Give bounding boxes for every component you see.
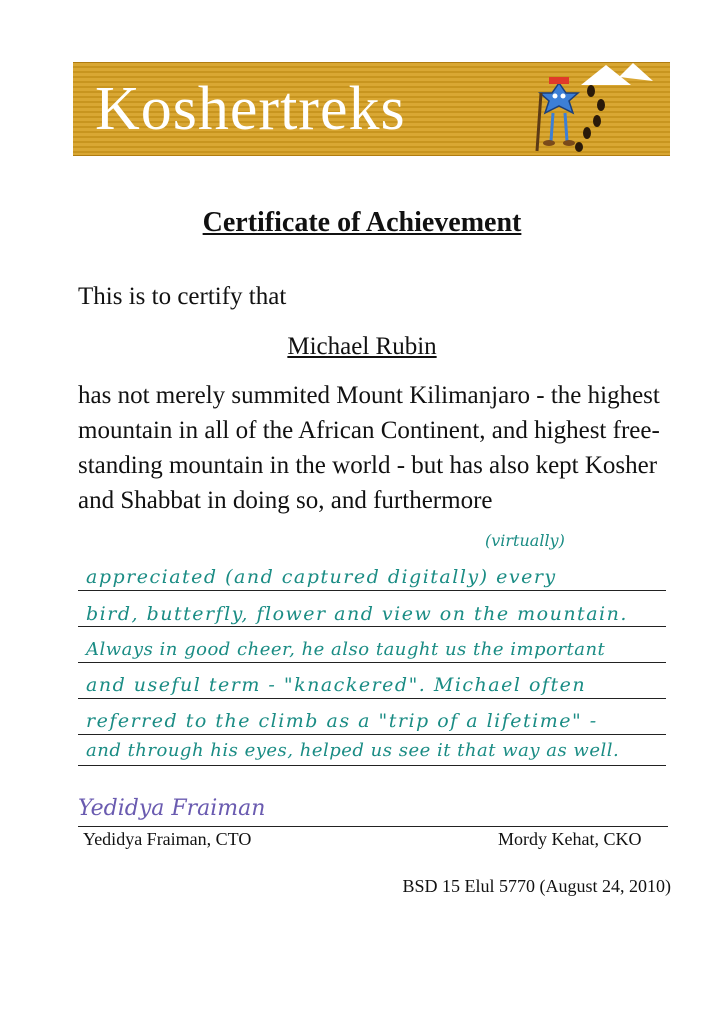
- handwritten-line: and through his eyes, helped us see it that way as well.: [86, 740, 620, 761]
- handwritten-line: Always in good cheer, he also taught us the important: [86, 639, 606, 660]
- handwritten-line: referred to the climb as a "trip of a lifetime" -: [86, 710, 598, 732]
- ruled-line: [78, 734, 666, 735]
- signer-left: Yedidya Fraiman, CTO: [83, 829, 252, 849]
- certificate-title: Certificate of Achievement: [202, 207, 522, 238]
- brand-banner: [73, 62, 670, 156]
- hiking-star-mascot-icon: [521, 63, 671, 155]
- certificate-body: has not merely summited Mount Kilimanjaro - the highest mountain in all of the African Continent, and highest free-standing mountain in the world - but has also kept Kosher and Shabbat in doing so, and furthermore: [78, 382, 660, 514]
- signature-line: [78, 826, 668, 827]
- handwritten-line: appreciated (and captured digitally) every: [86, 566, 557, 588]
- handwritten-line: and useful term - "knackered". Michael often: [86, 674, 587, 696]
- certify-intro: This is to certify that: [78, 283, 287, 310]
- issue-date: BSD 15 Elul 5770 (August 24, 2010): [402, 876, 671, 896]
- ruled-line: [78, 765, 666, 766]
- ruled-line: [78, 662, 666, 663]
- recipient-name: Michael Rubin: [287, 333, 437, 360]
- ruled-line: [78, 626, 666, 627]
- ruled-line: [78, 590, 666, 591]
- handwritten-insertion: (virtually): [485, 531, 565, 550]
- handwritten-line: bird, butterfly, flower and view on the mountain.: [86, 603, 628, 625]
- handwritten-signature: Yedidya Fraiman: [78, 796, 266, 821]
- signer-right: Mordy Kehat, CKO: [498, 829, 642, 849]
- brand-name: Koshertreks: [95, 75, 406, 143]
- ruled-line: [78, 698, 666, 699]
